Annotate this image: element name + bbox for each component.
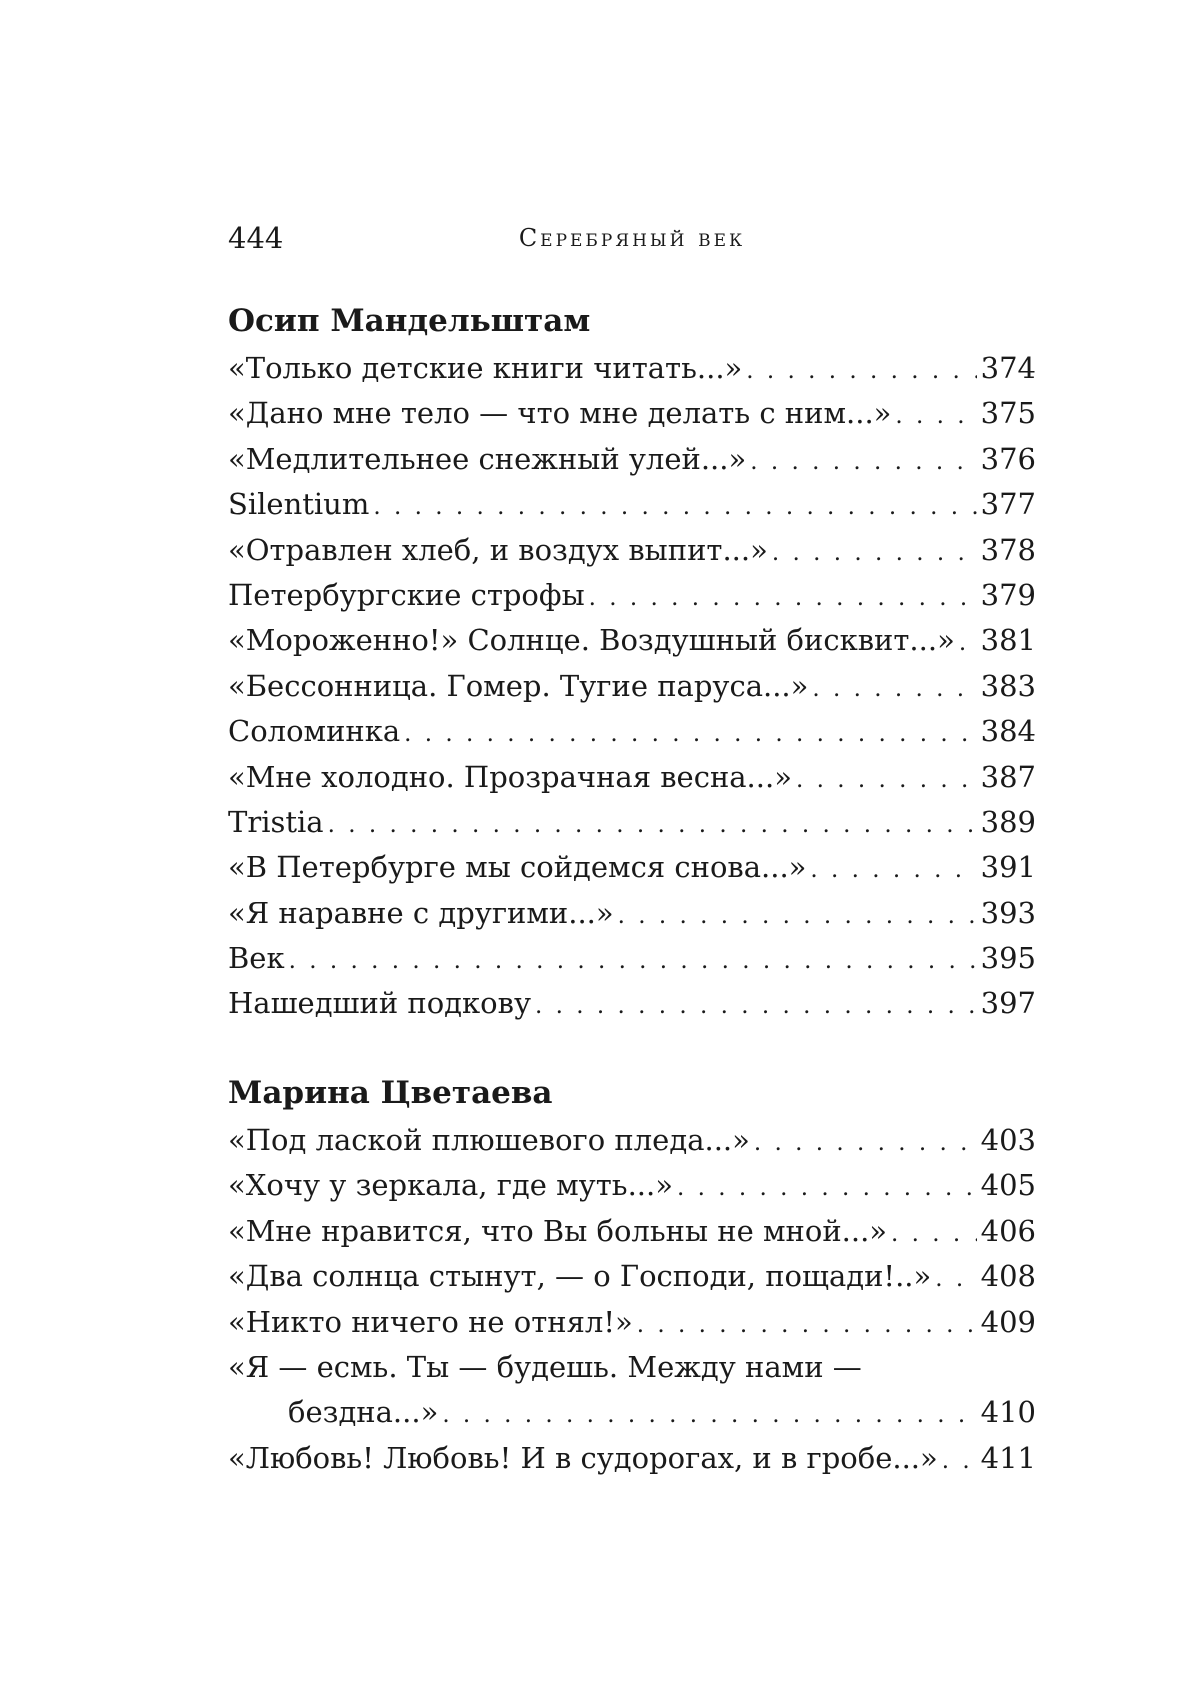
dot-leader	[328, 803, 977, 848]
entry-page: 406	[980, 1213, 1036, 1248]
toc-entry	[228, 709, 1036, 754]
entry-title: «Медлительнее снежный улей...»	[228, 441, 747, 476]
entry-page: 391	[980, 850, 1036, 885]
entry-title: Век	[228, 941, 285, 976]
entry-page: 381	[980, 623, 1036, 658]
entry-title: «Никто ничего не отнял!»	[228, 1304, 633, 1339]
entry-page: 411	[980, 1440, 1036, 1475]
dot-leader	[891, 1212, 977, 1257]
toc-entry	[228, 1209, 1036, 1254]
entry-title: «Мне нравится, что Вы больны не мной...»	[228, 1213, 888, 1248]
entry-title: «Под лаской плюшевого пледа...»	[228, 1123, 750, 1157]
dot-leader	[942, 1439, 977, 1484]
entry-title: «Два солнца стынут, — о Господи, пощади!..»	[228, 1259, 932, 1294]
entry-page: 374	[980, 351, 1036, 385]
dot-leader	[796, 758, 977, 803]
dot-leader	[935, 1257, 976, 1302]
entry-title: «В Петербурге мы сойдемся снова...»	[228, 850, 807, 885]
entry-title: «Хочу у зеркала, где муть...»	[228, 1168, 673, 1203]
entry-page: 378	[980, 532, 1036, 567]
entry-page: 393	[980, 895, 1036, 930]
entry-page: 409	[980, 1304, 1036, 1339]
dot-leader	[404, 712, 976, 757]
toc-entry	[228, 936, 1036, 981]
toc-entry-multiline	[228, 1345, 1036, 1436]
entry-page: 397	[980, 986, 1036, 1021]
dot-leader	[746, 349, 976, 394]
entry-page: 379	[980, 577, 1036, 612]
entry-title: «Мне холодно. Прозрачная весна...»	[228, 759, 792, 794]
toc-section-tsvetaeva	[228, 1072, 1036, 1481]
author-heading: Марина Цветаева	[228, 1075, 553, 1111]
toc-entry	[228, 755, 1036, 800]
entry-title: «Отравлен хлеб, и воздух выпит...»	[228, 532, 768, 567]
entry-page: 395	[980, 941, 1036, 976]
dot-leader	[535, 984, 977, 1029]
entry-title: Петербургские строфы	[228, 577, 585, 612]
running-head	[228, 218, 1036, 258]
toc-section-mandelstam	[228, 300, 1036, 1027]
dot-leader	[959, 621, 977, 666]
entry-title: «Любовь! Любовь! И в судорогах, и в гробе...»	[228, 1440, 938, 1475]
entry-title-line2-row	[228, 1390, 1036, 1435]
toc-entry	[228, 981, 1036, 1026]
entry-title: «Бессонница. Гомер. Тугие паруса...»	[228, 668, 809, 703]
entry-title: «Мороженно!» Солнце. Воздушный бисквит...»	[228, 623, 955, 658]
toc-entry	[228, 1436, 1036, 1481]
page-number: 444	[228, 221, 284, 255]
entry-title: Нашедший подкову	[228, 986, 532, 1021]
entry-title: Silentium	[228, 487, 370, 522]
entry-page: 403	[980, 1123, 1036, 1157]
entry-title: Соломинка	[228, 714, 401, 749]
dot-leader	[772, 531, 977, 576]
entry-title: Tristia	[228, 804, 324, 839]
entry-page: 408	[980, 1259, 1036, 1294]
toc-list	[228, 346, 1036, 1027]
toc-entry	[228, 437, 1036, 482]
entry-page: 377	[980, 487, 1036, 522]
dot-leader	[289, 939, 977, 984]
toc-entry	[228, 845, 1036, 890]
dot-leader	[754, 1121, 977, 1166]
author-heading: Осип Мандельштам	[228, 303, 591, 339]
toc-list	[228, 1118, 1036, 1481]
dot-leader	[812, 667, 976, 712]
dot-leader	[750, 440, 976, 485]
toc-entry	[228, 891, 1036, 936]
dot-leader	[637, 1303, 977, 1348]
entry-page: 375	[980, 396, 1036, 431]
entry-page: 376	[980, 441, 1036, 476]
entry-title-line2: бездна...»	[288, 1395, 439, 1430]
toc-entry	[228, 346, 1036, 391]
toc-entry	[228, 1300, 1036, 1345]
toc-entry	[228, 482, 1036, 527]
toc-entry	[228, 664, 1036, 709]
dot-leader	[442, 1393, 976, 1438]
toc-entry	[228, 800, 1036, 845]
toc-entry	[228, 1254, 1036, 1299]
dot-leader	[810, 848, 976, 893]
entry-page: 405	[980, 1168, 1036, 1203]
entry-page: 389	[980, 804, 1036, 839]
entry-page: 383	[980, 668, 1036, 703]
entry-page: 387	[980, 759, 1036, 794]
entry-title-line1: «Я — есмь. Ты — будешь. Между нами —	[228, 1349, 862, 1384]
toc-entry	[228, 528, 1036, 573]
dot-leader	[677, 1166, 977, 1211]
entry-title: «Только детские книги читать...»	[228, 351, 743, 385]
toc-entry	[228, 573, 1036, 618]
toc-entry	[228, 618, 1036, 663]
entry-page: 384	[980, 714, 1036, 749]
dot-leader	[589, 576, 977, 621]
toc-entry	[228, 1118, 1036, 1163]
toc-entry	[228, 391, 1036, 436]
entry-title: «Дано мне тело — что мне делать с ним...»	[228, 396, 892, 431]
toc-entry	[228, 1163, 1036, 1208]
entry-page: 410	[980, 1395, 1036, 1430]
dot-leader	[373, 485, 976, 530]
dot-leader	[895, 394, 976, 439]
dot-leader	[618, 894, 977, 939]
entry-title: «Я наравне с другими...»	[228, 895, 614, 930]
book-title: Серебряный век	[518, 224, 746, 252]
